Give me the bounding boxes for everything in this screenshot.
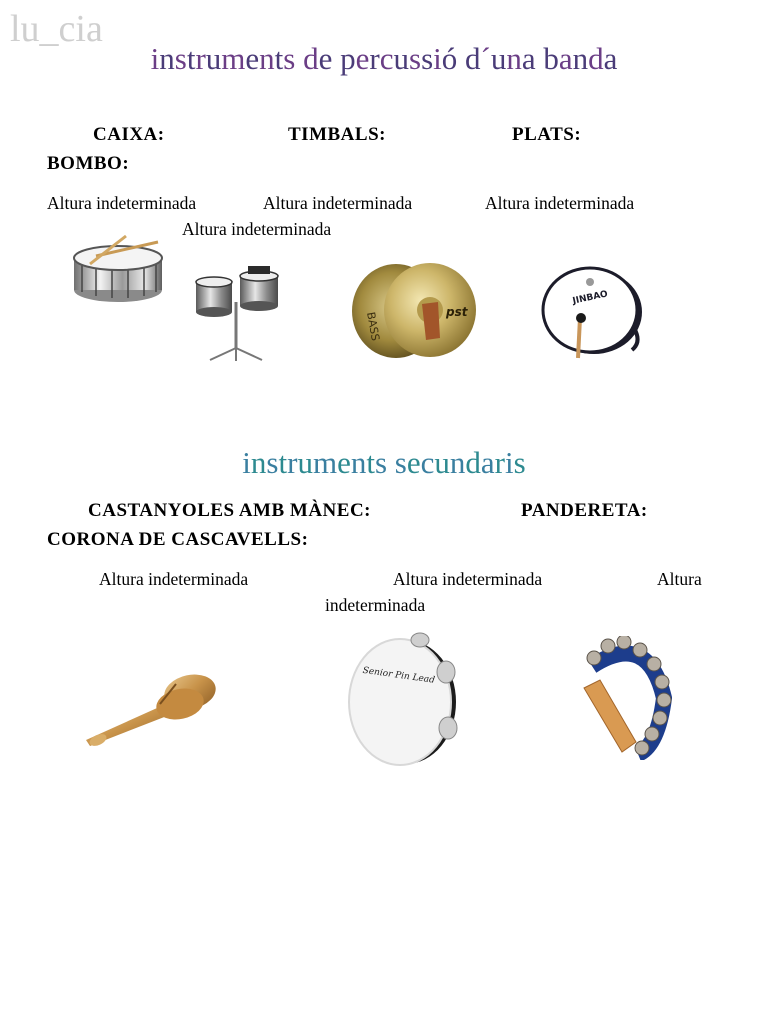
subtitle-timbals: Altura indeterminada bbox=[263, 193, 413, 213]
cymbals-icon bbox=[350, 262, 478, 360]
section-title: instruments secundaris bbox=[242, 445, 526, 480]
subtitle-castanyoles: Altura indeterminada bbox=[99, 569, 249, 589]
heading-timbals: TIMBALS: bbox=[288, 124, 386, 145]
heading-caixa: CAIXA: bbox=[93, 124, 165, 145]
svg-text:BASS: BASS bbox=[364, 311, 382, 342]
page-title: instruments de percussió d´una banda bbox=[150, 41, 618, 76]
svg-text:JINBAO: JINBAO bbox=[571, 289, 609, 307]
timbales-icon bbox=[190, 262, 286, 362]
bass-drum-icon bbox=[536, 262, 644, 360]
heading-plats: PLATS: bbox=[512, 124, 582, 145]
svg-text:pst: pst bbox=[446, 305, 468, 319]
subtitle-bombo: Altura indeterminada bbox=[182, 219, 332, 239]
heading-pandereta: PANDERETA: bbox=[521, 500, 648, 521]
heading-bombo: BOMBO: bbox=[47, 153, 130, 174]
tambourine-icon bbox=[344, 632, 460, 768]
subtitle-caixa: Altura indeterminada bbox=[47, 193, 197, 213]
bell-crown-icon bbox=[578, 636, 672, 760]
heading-corona: CORONA DE CASCAVELLS: bbox=[47, 529, 309, 550]
subtitle-corona-part1: Altura bbox=[657, 569, 702, 589]
subtitle-corona-part2: indeterminada bbox=[325, 595, 426, 615]
castanets-icon bbox=[80, 664, 218, 748]
watermark: lu_cia bbox=[10, 8, 103, 50]
svg-text:Senior Pin Lead: Senior Pin Lead bbox=[361, 665, 436, 686]
subtitle-plats: Altura indeterminada bbox=[485, 193, 635, 213]
heading-castanyoles: CASTANYOLES AMB MÀNEC: bbox=[88, 500, 372, 521]
snare-drum-icon bbox=[66, 234, 170, 310]
subtitle-pandereta: Altura indeterminada bbox=[393, 569, 543, 589]
